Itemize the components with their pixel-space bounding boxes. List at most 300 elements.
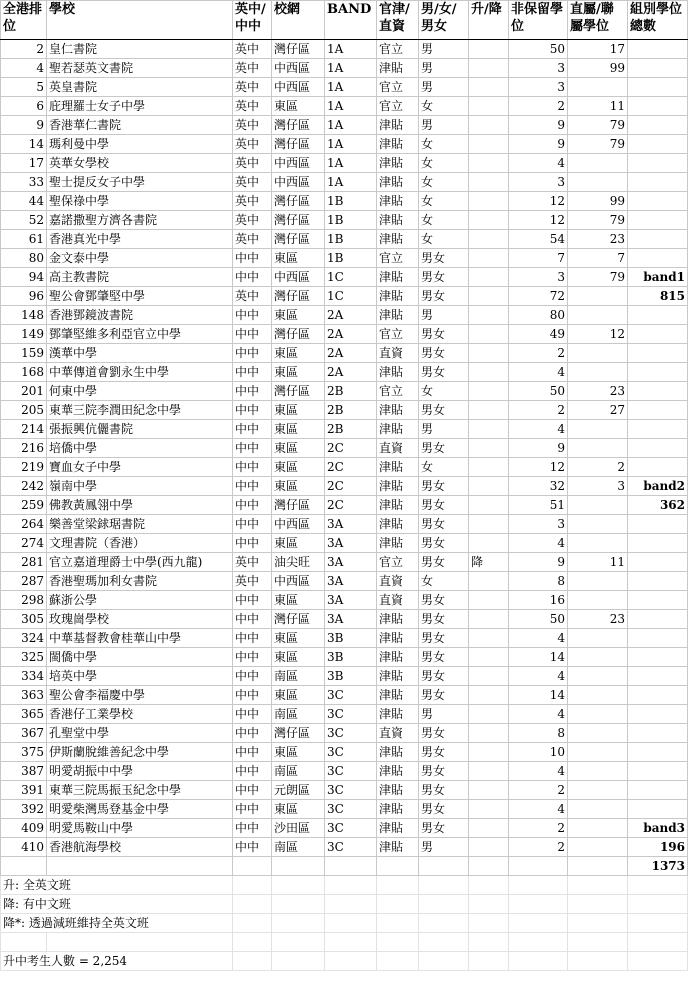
table-row [1,268,688,287]
cell-band-total [628,591,688,610]
cell-finance-type: 津貼 [377,154,419,173]
cell-gender: 男女 [419,610,469,629]
cell-rank: 5 [1,78,47,97]
cell-band: 3A [325,553,377,572]
cell-finance-type: 直資 [377,344,419,363]
cell-up-down [469,97,509,116]
cell-non-reserved-places: 12 [509,211,568,230]
table-row [1,287,688,306]
grand-total-row [1,857,688,876]
cell-up-down [469,610,509,629]
cell-finance-type: 直資 [377,572,419,591]
cell-district: 東區 [272,648,325,667]
cell-district: 南區 [272,667,325,686]
table-row [1,477,688,496]
cell-rank: 391 [1,781,47,800]
cell-finance-type: 津貼 [377,192,419,211]
cell-school-name: 何東中學 [47,382,233,401]
cell-district: 灣仔區 [272,325,325,344]
cell-non-reserved-places: 50 [509,382,568,401]
table-row [1,800,688,819]
cell-school-name: 中華基督教會桂華山中學 [47,629,233,648]
cell-medium: 英中 [233,154,272,173]
cell-up-down [469,477,509,496]
table-row [1,724,688,743]
cell-band: 3C [325,838,377,857]
cell-school-name: 嘉諾撒聖方濟各書院 [47,211,233,230]
cell-band-total [628,534,688,553]
cell-school-name: 伊斯蘭脫維善紀念中學 [47,743,233,762]
cell-finance-type: 津貼 [377,781,419,800]
cell-affiliated-places: 17 [568,40,628,59]
cell-band: 2A [325,325,377,344]
cell-band-total [628,230,688,249]
cell-up-down [469,534,509,553]
cell-affiliated-places: 2 [568,458,628,477]
table-row [1,667,688,686]
summary-row [1,952,688,971]
cell-rank: 363 [1,686,47,705]
cell-school-name: 金文泰中學 [47,249,233,268]
cell-gender: 女 [419,211,469,230]
cell-band: 2B [325,420,377,439]
cell-non-reserved-places: 4 [509,667,568,686]
cell-affiliated-places [568,629,628,648]
cell-affiliated-places: 7 [568,249,628,268]
cell-up-down [469,724,509,743]
cell-medium: 中中 [233,268,272,287]
grand-total: 1373 [628,857,688,876]
cell-school-name: 聖士提反女子中學 [47,173,233,192]
table-row [1,534,688,553]
cell-band-total [628,762,688,781]
cell-affiliated-places [568,762,628,781]
cell-band-total [628,154,688,173]
cell-finance-type: 官立 [377,249,419,268]
cell-rank: 96 [1,287,47,306]
cell-band: 3A [325,610,377,629]
cell-non-reserved-places: 12 [509,192,568,211]
cell-up-down [469,591,509,610]
cell-gender: 男 [419,59,469,78]
cell-district: 灣仔區 [272,116,325,135]
cell-school-name: 聖保祿中學 [47,192,233,211]
cell-gender: 男女 [419,401,469,420]
cell-school-name: 張振興伉儷書院 [47,420,233,439]
cell-up-down [469,762,509,781]
cell-band-total [628,325,688,344]
cell-school-name: 閩僑中學 [47,648,233,667]
cell-gender: 男女 [419,344,469,363]
cell-affiliated-places [568,515,628,534]
cell-up-down [469,116,509,135]
cell-band-total [628,686,688,705]
cell-school-name: 玫瑰崗學校 [47,610,233,629]
cell-gender: 女 [419,572,469,591]
cell-gender: 男 [419,838,469,857]
cell-non-reserved-places: 16 [509,591,568,610]
cell-school-name: 東華三院李潤田紀念中學 [47,401,233,420]
table-row [1,306,688,325]
cell-finance-type: 津貼 [377,743,419,762]
cell-finance-type: 官立 [377,553,419,572]
cell-medium: 英中 [233,78,272,97]
cell-medium: 中中 [233,610,272,629]
cell-finance-type: 津貼 [377,173,419,192]
cell-up-down [469,268,509,287]
cell-band-total [628,420,688,439]
cell-band-total [628,800,688,819]
cell-district: 中西區 [272,78,325,97]
table-row [1,648,688,667]
cell-band: 3C [325,800,377,819]
cell-rank: 387 [1,762,47,781]
cell-non-reserved-places: 80 [509,306,568,325]
cell-affiliated-places [568,686,628,705]
cell-rank: 216 [1,439,47,458]
cell-school-name: 嶺南中學 [47,477,233,496]
cell-up-down [469,420,509,439]
cell-finance-type: 津貼 [377,420,419,439]
cell-district: 東區 [272,743,325,762]
cell-non-reserved-places: 14 [509,648,568,667]
cell-band: 1A [325,135,377,154]
note-row [1,895,688,914]
note-down-star: 降*: 透過減班維持全英文班 [1,914,233,933]
cell-district: 東區 [272,534,325,553]
cell-band: 1A [325,173,377,192]
table-row [1,458,688,477]
cell-band-total [628,629,688,648]
cell-non-reserved-places: 8 [509,724,568,743]
header-school: 學校 [47,1,233,40]
table-row [1,135,688,154]
cell-non-reserved-places: 9 [509,553,568,572]
cell-non-reserved-places: 14 [509,686,568,705]
cell-rank: 281 [1,553,47,572]
cell-medium: 中中 [233,591,272,610]
cell-band: 3A [325,572,377,591]
table-row [1,686,688,705]
cell-school-name: 文理書院（香港） [47,534,233,553]
cell-medium: 中中 [233,515,272,534]
cell-district: 東區 [272,344,325,363]
cell-affiliated-places [568,800,628,819]
cell-non-reserved-places: 4 [509,154,568,173]
cell-rank: 324 [1,629,47,648]
cell-affiliated-places: 99 [568,192,628,211]
cell-medium: 中中 [233,401,272,420]
cell-band-total [628,572,688,591]
cell-non-reserved-places: 4 [509,534,568,553]
cell-district: 灣仔區 [272,724,325,743]
cell-medium: 英中 [233,553,272,572]
cell-band: 3C [325,705,377,724]
cell-non-reserved-places: 4 [509,629,568,648]
cell-band-total [628,97,688,116]
cell-finance-type: 津貼 [377,287,419,306]
cell-up-down [469,819,509,838]
cell-rank: 94 [1,268,47,287]
cell-school-name: 香港華仁書院 [47,116,233,135]
cell-band-total [628,344,688,363]
cell-up-down [469,667,509,686]
cell-gender: 男女 [419,591,469,610]
cell-finance-type: 津貼 [377,477,419,496]
cell-up-down: 降 [469,553,509,572]
table-row [1,629,688,648]
cell-band-total [628,40,688,59]
cell-finance-type: 津貼 [377,667,419,686]
header-row [1,1,688,40]
cell-band-total [628,610,688,629]
cell-district: 中西區 [272,59,325,78]
table-row [1,838,688,857]
cell-band: 2C [325,496,377,515]
table-row [1,192,688,211]
header-finance-type: 官津/直資 [377,1,419,40]
cell-medium: 中中 [233,344,272,363]
cell-affiliated-places: 79 [568,268,628,287]
cell-rank: 149 [1,325,47,344]
cell-school-name: 香港真光中學 [47,230,233,249]
cell-affiliated-places: 3 [568,477,628,496]
cell-band: 1B [325,192,377,211]
cell-rank: 259 [1,496,47,515]
cell-gender: 男女 [419,629,469,648]
cell-up-down [469,78,509,97]
cell-band-total [628,724,688,743]
cell-rank: 367 [1,724,47,743]
cell-gender: 女 [419,192,469,211]
cell-up-down [469,515,509,534]
cell-medium: 英中 [233,192,272,211]
cell-gender: 男女 [419,477,469,496]
cell-gender: 男女 [419,743,469,762]
cell-school-name: 高主教書院 [47,268,233,287]
cell-gender: 男女 [419,249,469,268]
cell-non-reserved-places: 72 [509,287,568,306]
cell-rank: 201 [1,382,47,401]
cell-non-reserved-places: 4 [509,420,568,439]
table-row [1,610,688,629]
cell-school-name: 聖公會李福慶中學 [47,686,233,705]
cell-non-reserved-places: 9 [509,439,568,458]
cell-up-down [469,173,509,192]
cell-rank: 33 [1,173,47,192]
cell-non-reserved-places: 8 [509,572,568,591]
cell-up-down [469,743,509,762]
cell-medium: 中中 [233,819,272,838]
cell-band-total: 362 [628,496,688,515]
cell-band-total [628,306,688,325]
cell-band-total [628,382,688,401]
cell-district: 東區 [272,401,325,420]
cell-rank: 44 [1,192,47,211]
cell-non-reserved-places: 50 [509,610,568,629]
cell-gender: 女 [419,458,469,477]
cell-school-name: 香港聖瑪加利女書院 [47,572,233,591]
cell-affiliated-places: 79 [568,211,628,230]
cell-finance-type: 直資 [377,439,419,458]
cell-district: 灣仔區 [272,230,325,249]
cell-school-name: 培英中學 [47,667,233,686]
cell-medium: 中中 [233,325,272,344]
table-row [1,781,688,800]
cell-gender: 男女 [419,686,469,705]
table-row [1,363,688,382]
cell-affiliated-places [568,819,628,838]
cell-up-down [469,287,509,306]
cell-school-name: 香港航海學校 [47,838,233,857]
cell-school-name: 香港鄧鏡波書院 [47,306,233,325]
table-row [1,572,688,591]
cell-band: 1A [325,116,377,135]
cell-up-down [469,306,509,325]
cell-affiliated-places [568,743,628,762]
cell-gender: 男女 [419,534,469,553]
cell-finance-type: 津貼 [377,686,419,705]
cell-medium: 英中 [233,59,272,78]
cell-district: 灣仔區 [272,610,325,629]
cell-gender: 女 [419,173,469,192]
cell-band: 1A [325,59,377,78]
cell-non-reserved-places: 49 [509,325,568,344]
cell-band-total: band1 [628,268,688,287]
cell-band: 3B [325,667,377,686]
cell-affiliated-places [568,173,628,192]
cell-medium: 英中 [233,135,272,154]
cell-gender: 男女 [419,648,469,667]
cell-gender: 男女 [419,325,469,344]
cell-district: 中西區 [272,572,325,591]
cell-gender: 男 [419,78,469,97]
cell-non-reserved-places: 3 [509,268,568,287]
table-row [1,591,688,610]
cell-band-total [628,667,688,686]
cell-band: 3A [325,534,377,553]
cell-rank: 298 [1,591,47,610]
cell-band: 2C [325,439,377,458]
table-row [1,173,688,192]
cell-school-name: 漢華中學 [47,344,233,363]
cell-band: 3C [325,819,377,838]
cell-school-name: 瑪利曼中學 [47,135,233,154]
cell-non-reserved-places: 3 [509,515,568,534]
cell-school-name: 英皇書院 [47,78,233,97]
cell-rank: 365 [1,705,47,724]
cell-band: 1B [325,211,377,230]
cell-affiliated-places: 99 [568,59,628,78]
cell-gender: 男女 [419,439,469,458]
cell-non-reserved-places: 3 [509,173,568,192]
cell-finance-type: 直資 [377,724,419,743]
cell-band-total: 196 [628,838,688,857]
cell-non-reserved-places: 54 [509,230,568,249]
cell-rank: 61 [1,230,47,249]
cell-band-total [628,249,688,268]
cell-district: 元朗區 [272,781,325,800]
cell-up-down [469,135,509,154]
cell-finance-type: 津貼 [377,135,419,154]
cell-rank: 305 [1,610,47,629]
cell-finance-type: 官立 [377,382,419,401]
cell-band: 2A [325,306,377,325]
cell-band: 1B [325,230,377,249]
cell-band-total [628,363,688,382]
cell-school-name: 東華三院馬振玉紀念中學 [47,781,233,800]
cell-district: 中西區 [272,515,325,534]
cell-rank: 334 [1,667,47,686]
header-non-reserved-places: 非保留學位 [509,1,568,40]
cell-up-down [469,648,509,667]
header-medium: 英中/中中 [233,1,272,40]
cell-band-total [628,211,688,230]
cell-up-down [469,838,509,857]
cell-non-reserved-places: 4 [509,363,568,382]
cell-band: 3C [325,781,377,800]
cell-district: 油尖旺 [272,553,325,572]
cell-up-down [469,382,509,401]
cell-rank: 148 [1,306,47,325]
cell-band-total [628,401,688,420]
cell-affiliated-places: 23 [568,230,628,249]
cell-school-name: 官立嘉道理爵士中學(西九龍) [47,553,233,572]
cell-band-total [628,458,688,477]
cell-finance-type: 津貼 [377,705,419,724]
cell-medium: 中中 [233,249,272,268]
cell-gender: 男 [419,306,469,325]
cell-medium: 英中 [233,211,272,230]
cell-gender: 男女 [419,363,469,382]
cell-band: 2A [325,363,377,382]
cell-school-name: 香港仔工業學校 [47,705,233,724]
table-row [1,249,688,268]
cell-finance-type: 津貼 [377,819,419,838]
cell-district: 灣仔區 [272,496,325,515]
cell-non-reserved-places: 2 [509,819,568,838]
cell-band: 3C [325,686,377,705]
cell-band-total [628,135,688,154]
candidates-summary: 升中考生人數 = 2,254 [1,952,233,971]
cell-district: 南區 [272,705,325,724]
cell-band: 1A [325,154,377,173]
cell-district: 東區 [272,800,325,819]
cell-finance-type: 津貼 [377,306,419,325]
table-row [1,515,688,534]
cell-affiliated-places [568,496,628,515]
cell-district: 東區 [272,477,325,496]
cell-non-reserved-places: 2 [509,344,568,363]
cell-up-down [469,629,509,648]
cell-medium: 中中 [233,439,272,458]
cell-up-down [469,325,509,344]
header-rank: 全港排位 [1,1,47,40]
cell-district: 中西區 [272,154,325,173]
table-row [1,382,688,401]
cell-band: 1A [325,97,377,116]
cell-medium: 中中 [233,629,272,648]
cell-district: 東區 [272,591,325,610]
cell-gender: 男 [419,420,469,439]
cell-up-down [469,496,509,515]
cell-finance-type: 津貼 [377,515,419,534]
cell-band: 3B [325,648,377,667]
cell-non-reserved-places: 3 [509,59,568,78]
cell-finance-type: 津貼 [377,610,419,629]
cell-affiliated-places: 11 [568,97,628,116]
cell-band: 2C [325,458,377,477]
